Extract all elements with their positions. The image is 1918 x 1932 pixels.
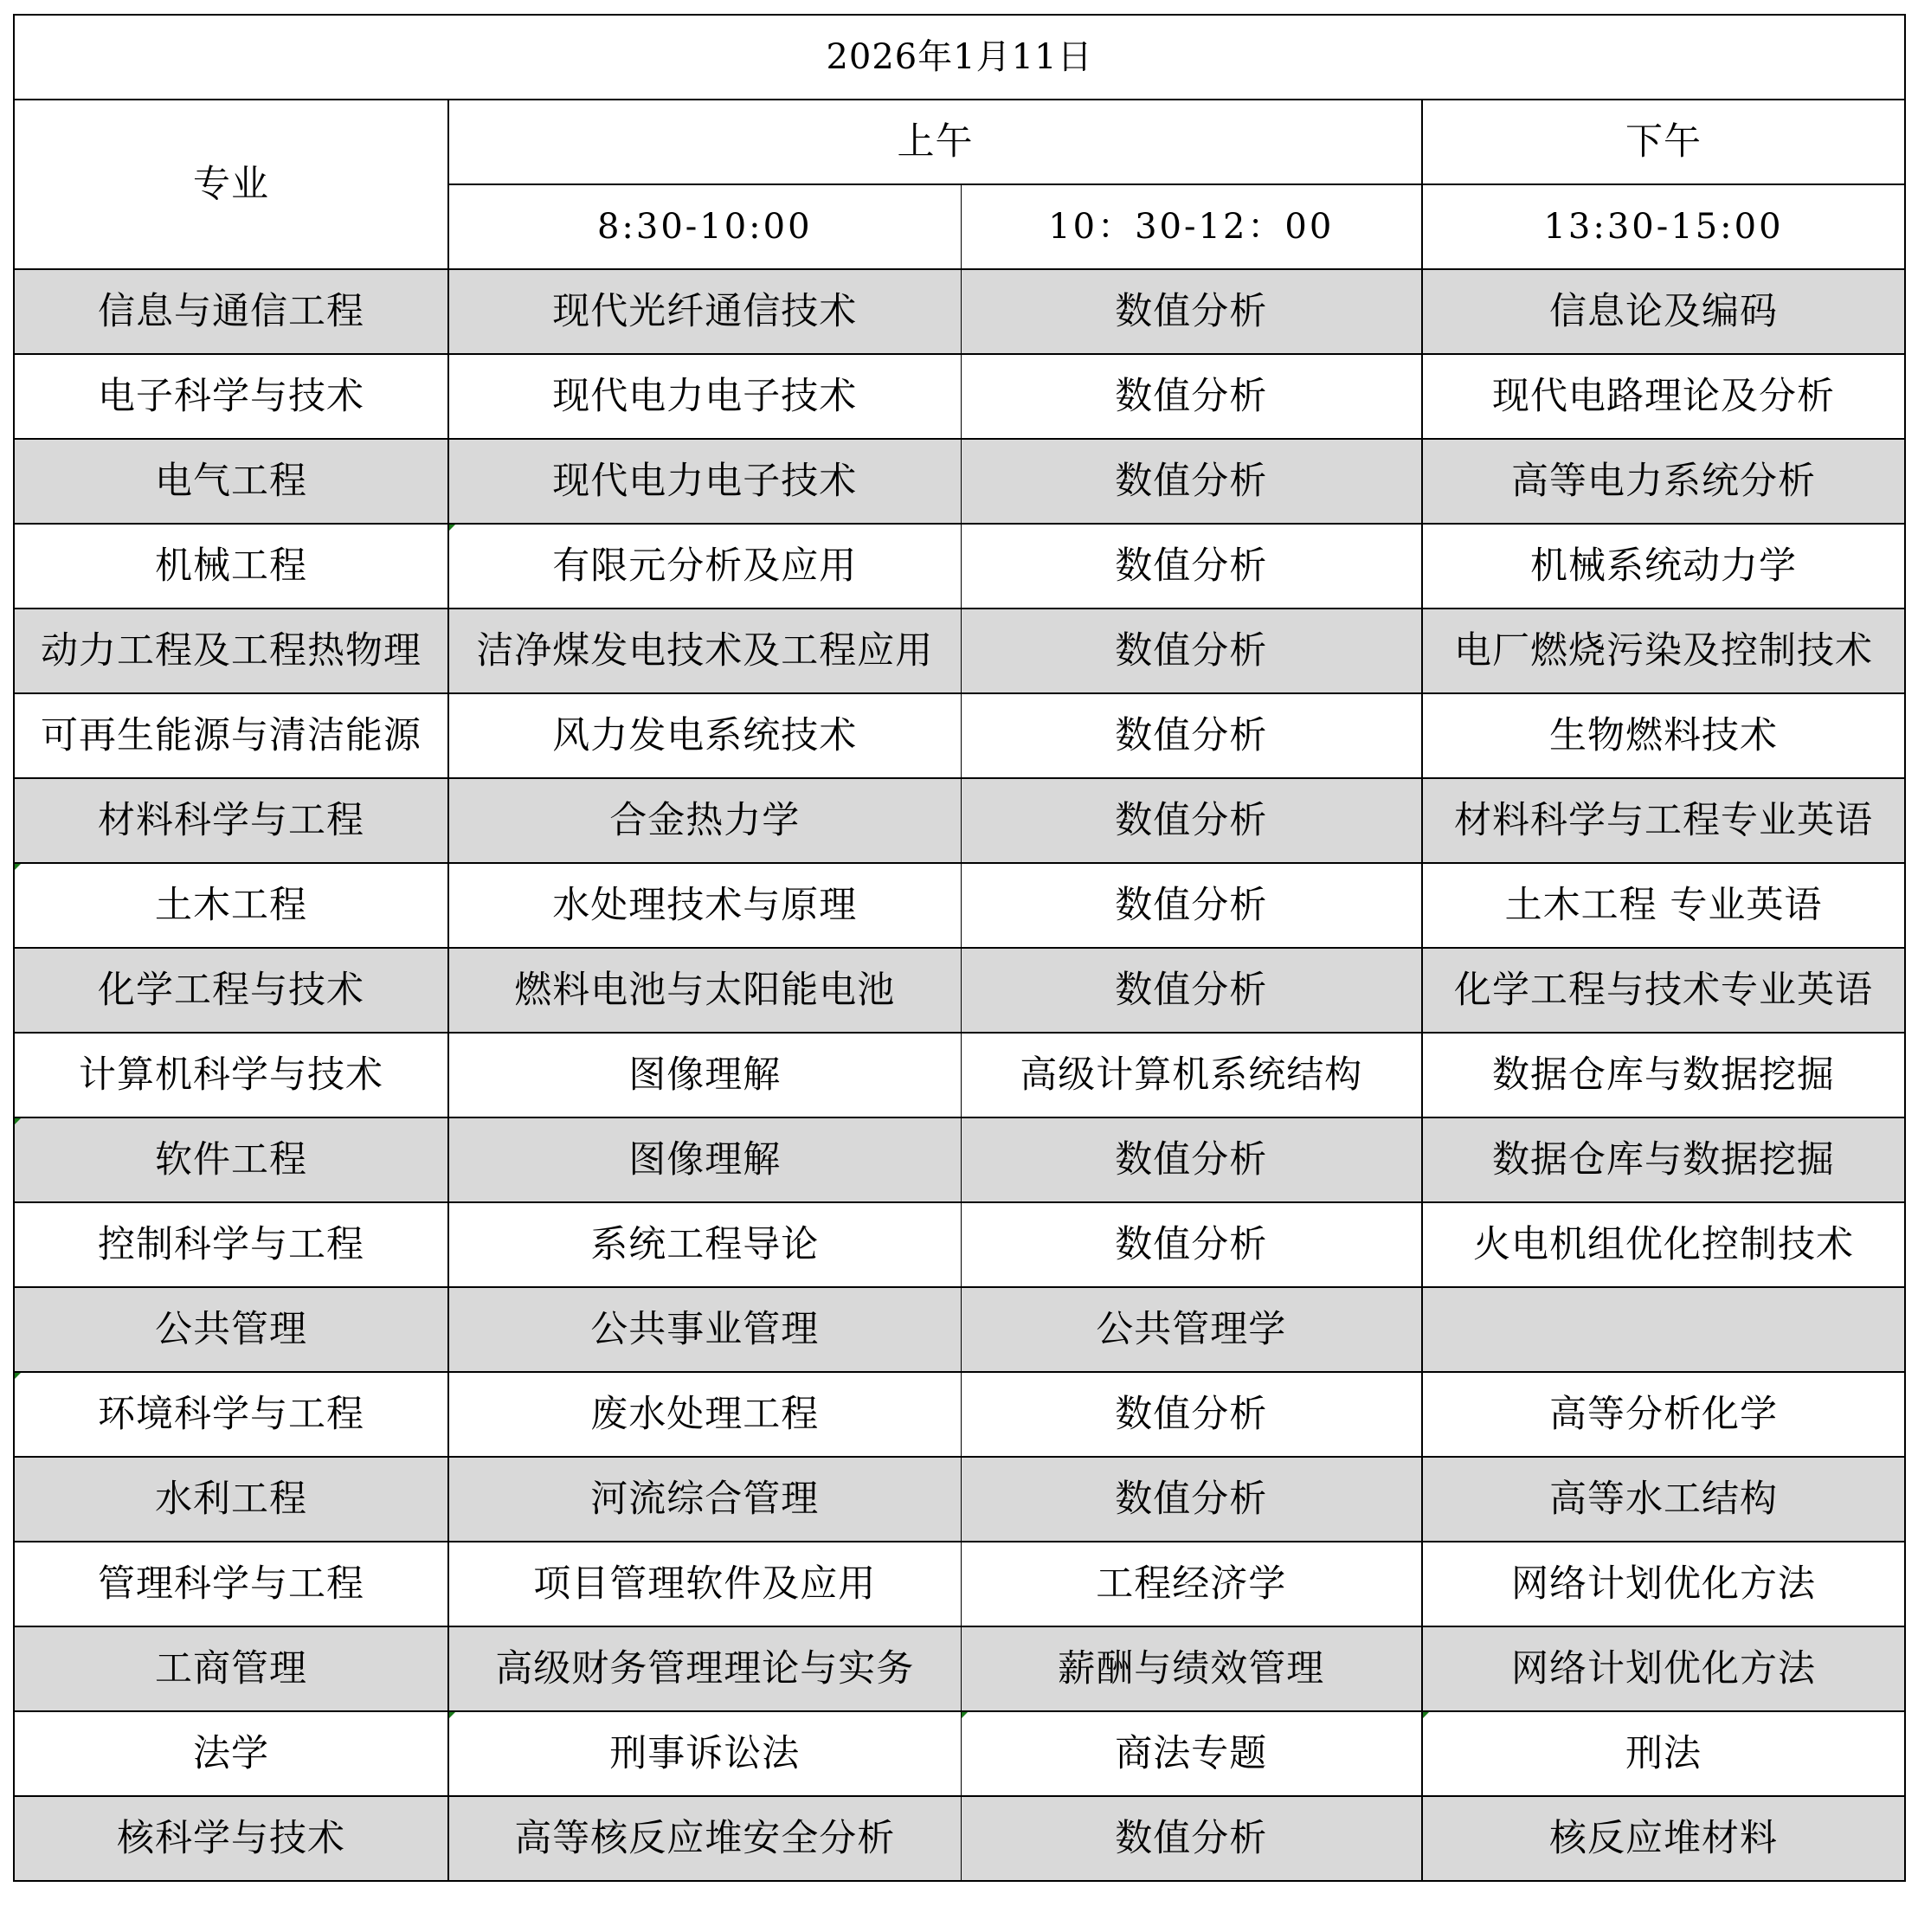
major-cell[interactable]: 软件工程 (14, 1117, 448, 1202)
header-morning[interactable]: 上午 (448, 100, 1422, 184)
morning-exam-1-cell[interactable]: 洁净煤发电技术及工程应用 (448, 609, 961, 693)
afternoon-exam-cell[interactable]: 核反应堆材料 (1422, 1796, 1905, 1881)
morning-exam-2-cell[interactable]: 数值分析 (961, 863, 1422, 948)
morning-exam-1-cell[interactable]: 水处理技术与原理 (448, 863, 961, 948)
afternoon-exam-cell[interactable]: 高等水工结构 (1422, 1457, 1905, 1542)
morning-exam-2-cell[interactable]: 数值分析 (961, 1372, 1422, 1457)
major-cell[interactable]: 电气工程 (14, 439, 448, 524)
afternoon-exam-cell[interactable]: 生物燃料技术 (1422, 693, 1905, 778)
header-slot-1[interactable]: 8:30-10:00 (448, 184, 961, 269)
afternoon-exam-cell[interactable]: 火电机组优化控制技术 (1422, 1202, 1905, 1287)
morning-exam-1-cell[interactable]: 风力发电系统技术 (448, 693, 961, 778)
afternoon-exam-cell[interactable]: 高等电力系统分析 (1422, 439, 1905, 524)
morning-exam-1-cell[interactable]: 现代电力电子技术 (448, 354, 961, 439)
afternoon-exam-cell[interactable]: 高等分析化学 (1422, 1372, 1905, 1457)
morning-exam-2-cell[interactable]: 数值分析 (961, 269, 1422, 354)
table-row (14, 1796, 1905, 1881)
major-cell[interactable]: 动力工程及工程热物理 (14, 609, 448, 693)
afternoon-exam-cell[interactable]: 化学工程与技术专业英语 (1422, 948, 1905, 1033)
major-cell[interactable]: 可再生能源与清洁能源 (14, 693, 448, 778)
morning-exam-1-cell[interactable]: 图像理解 (448, 1033, 961, 1117)
major-cell[interactable]: 法学 (14, 1711, 448, 1796)
table-row (14, 439, 1905, 524)
header-row-session (14, 100, 1905, 184)
afternoon-exam-cell[interactable]: 信息论及编码 (1422, 269, 1905, 354)
table-row (14, 354, 1905, 439)
morning-exam-2-cell[interactable]: 数值分析 (961, 778, 1422, 863)
afternoon-exam-cell[interactable] (1422, 1287, 1905, 1372)
afternoon-exam-cell[interactable]: 现代电路理论及分析 (1422, 354, 1905, 439)
afternoon-exam-cell[interactable]: 电厂燃烧污染及控制技术 (1422, 609, 1905, 693)
afternoon-exam-cell[interactable]: 网络计划优化方法 (1422, 1542, 1905, 1626)
morning-exam-2-cell[interactable]: 薪酬与绩效管理 (961, 1626, 1422, 1711)
morning-exam-1-cell[interactable]: 高等核反应堆安全分析 (448, 1796, 961, 1881)
morning-exam-1-cell[interactable]: 刑事诉讼法 (448, 1711, 961, 1796)
afternoon-exam-cell[interactable]: 网络计划优化方法 (1422, 1626, 1905, 1711)
major-cell[interactable]: 土木工程 (14, 863, 448, 948)
morning-exam-2-cell[interactable]: 数值分析 (961, 354, 1422, 439)
header-afternoon[interactable]: 下午 (1422, 100, 1905, 184)
header-major[interactable]: 专业 (14, 100, 448, 269)
major-cell[interactable]: 管理科学与工程 (14, 1542, 448, 1626)
morning-exam-2-cell[interactable]: 工程经济学 (961, 1542, 1422, 1626)
morning-exam-1-cell[interactable]: 图像理解 (448, 1117, 961, 1202)
major-cell[interactable]: 水利工程 (14, 1457, 448, 1542)
morning-exam-2-cell[interactable]: 数值分析 (961, 524, 1422, 609)
morning-exam-1-cell[interactable]: 有限元分析及应用 (448, 524, 961, 609)
morning-exam-2-cell[interactable]: 公共管理学 (961, 1287, 1422, 1372)
major-cell[interactable]: 电子科学与技术 (14, 354, 448, 439)
major-cell[interactable]: 材料科学与工程 (14, 778, 448, 863)
exam-schedule-sheet (13, 14, 1904, 1882)
morning-exam-1-cell[interactable]: 系统工程导论 (448, 1202, 961, 1287)
morning-exam-2-cell[interactable]: 高级计算机系统结构 (961, 1033, 1422, 1117)
table-row (14, 1287, 1905, 1372)
morning-exam-2-cell[interactable]: 数值分析 (961, 1117, 1422, 1202)
morning-exam-1-cell[interactable]: 现代光纤通信技术 (448, 269, 961, 354)
morning-exam-1-cell[interactable]: 废水处理工程 (448, 1372, 961, 1457)
major-cell[interactable]: 环境科学与工程 (14, 1372, 448, 1457)
table-row (14, 693, 1905, 778)
morning-exam-1-cell[interactable]: 项目管理软件及应用 (448, 1542, 961, 1626)
morning-exam-1-cell[interactable]: 燃料电池与太阳能电池 (448, 948, 961, 1033)
table-row (14, 1626, 1905, 1711)
table-row (14, 1202, 1905, 1287)
afternoon-exam-cell[interactable]: 刑法 (1422, 1711, 1905, 1796)
exam-schedule-table (13, 14, 1906, 1882)
morning-exam-1-cell[interactable]: 合金热力学 (448, 778, 961, 863)
major-cell[interactable]: 核科学与技术 (14, 1796, 448, 1881)
table-row (14, 524, 1905, 609)
afternoon-exam-cell[interactable]: 数据仓库与数据挖掘 (1422, 1033, 1905, 1117)
morning-exam-2-cell[interactable]: 数值分析 (961, 948, 1422, 1033)
morning-exam-1-cell[interactable]: 河流综合管理 (448, 1457, 961, 1542)
major-cell[interactable]: 信息与通信工程 (14, 269, 448, 354)
major-cell[interactable]: 化学工程与技术 (14, 948, 448, 1033)
schedule-date-title[interactable]: 2026年1月11日 (14, 15, 1905, 100)
morning-exam-2-cell[interactable]: 数值分析 (961, 1457, 1422, 1542)
table-row (14, 1117, 1905, 1202)
header-slot-3[interactable]: 13:30-15:00 (1422, 184, 1905, 269)
morning-exam-2-cell[interactable]: 数值分析 (961, 1796, 1422, 1881)
major-cell[interactable]: 控制科学与工程 (14, 1202, 448, 1287)
morning-exam-2-cell[interactable]: 数值分析 (961, 609, 1422, 693)
major-cell[interactable]: 计算机科学与技术 (14, 1033, 448, 1117)
schedule-body (14, 269, 1905, 1881)
major-cell[interactable]: 机械工程 (14, 524, 448, 609)
morning-exam-1-cell[interactable]: 高级财务管理理论与实务 (448, 1626, 961, 1711)
table-row (14, 1033, 1905, 1117)
morning-exam-1-cell[interactable]: 现代电力电子技术 (448, 439, 961, 524)
major-cell[interactable]: 公共管理 (14, 1287, 448, 1372)
morning-exam-2-cell[interactable]: 商法专题 (961, 1711, 1422, 1796)
afternoon-exam-cell[interactable]: 数据仓库与数据挖掘 (1422, 1117, 1905, 1202)
table-row (14, 1711, 1905, 1796)
major-cell[interactable]: 工商管理 (14, 1626, 448, 1711)
table-row (14, 1542, 1905, 1626)
table-row (14, 1372, 1905, 1457)
morning-exam-2-cell[interactable]: 数值分析 (961, 439, 1422, 524)
afternoon-exam-cell[interactable]: 机械系统动力学 (1422, 524, 1905, 609)
morning-exam-1-cell[interactable]: 公共事业管理 (448, 1287, 961, 1372)
header-slot-2[interactable]: 10：30-12：00 (961, 184, 1422, 269)
table-row (14, 609, 1905, 693)
afternoon-exam-cell[interactable]: 土木工程 专业英语 (1422, 863, 1905, 948)
table-row (14, 948, 1905, 1033)
table-row (14, 269, 1905, 354)
morning-exam-2-cell[interactable]: 数值分析 (961, 693, 1422, 778)
table-row (14, 778, 1905, 863)
table-row (14, 1457, 1905, 1542)
title-row (14, 15, 1905, 100)
morning-exam-2-cell[interactable]: 数值分析 (961, 1202, 1422, 1287)
afternoon-exam-cell[interactable]: 材料科学与工程专业英语 (1422, 778, 1905, 863)
table-row (14, 863, 1905, 948)
